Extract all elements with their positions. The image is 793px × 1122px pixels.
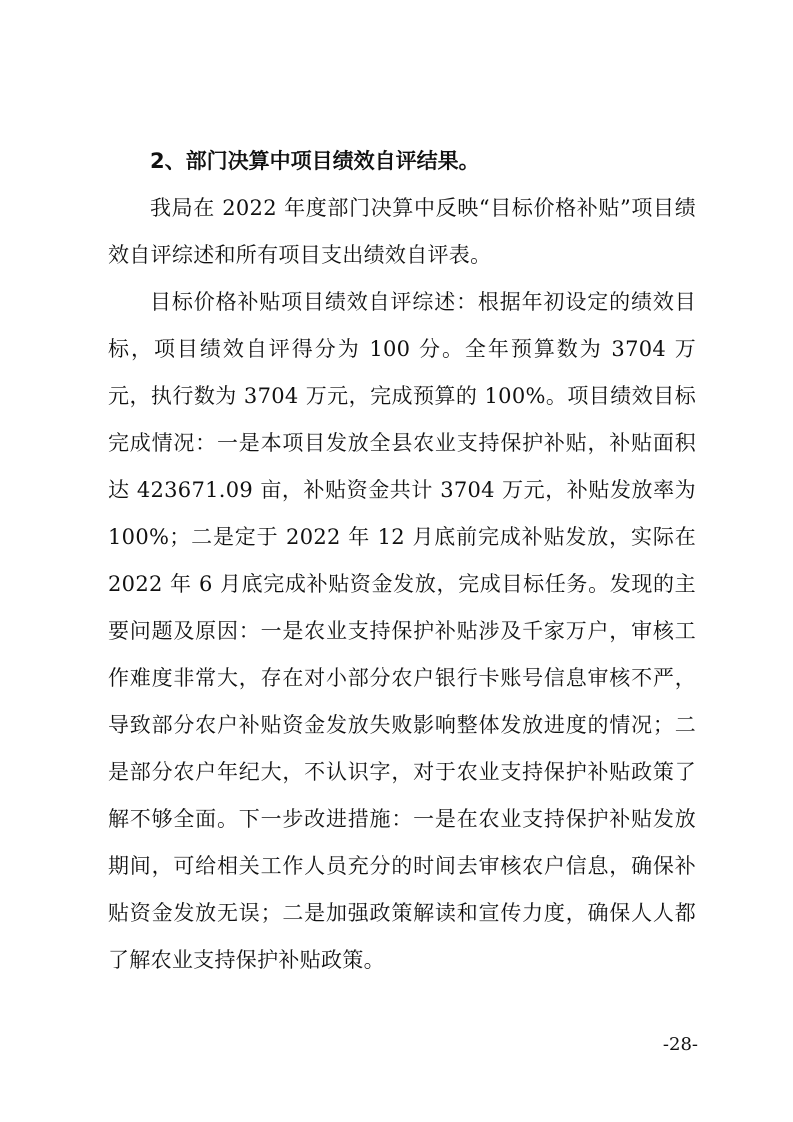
summary-paragraph: 目标价格补贴项目绩效自评综述：根据年初设定的绩效目标，项目绩效自评得分为 100 分。全年预算数为 3704 万元，执行数为 3704 万元，完成预算的 100%。项目绩效目标完成情况：一是本项目发放全县农业支持保护补贴，补贴面积达 423671.09 亩，补贴资金共计 3704 万元，补贴发放率为 100%；二是定于 2022 年 12 月底前完成补贴发放，实际在 2022 年 6 月底完成补贴资金发放，完成目标任务。发现的主要问题及原因：一是农业支持保护补贴涉及千家万户，审核工作难度非常大，存在对小部分农户银行卡账号信息审核不严，导致部分农户补贴资金发放失败影响整体发放进度的情况；二是部分农户年纪大，不认识字，对于农业支持保护补贴政策了解不够全面。下一步改进措施：一是在农业支持保护补贴发放期间，可给相关工作人员充分的时间去审核农户信息，确保补贴资金发放无误；二是加强政策解读和宣传力度，确保人人都了解农业支持保护补贴政策。 — [108, 290, 696, 972]
document-body — [108, 138, 696, 984]
page-number: -28- — [662, 1034, 698, 1055]
section-heading: 2、部门决算中项目绩效自评结果。 — [150, 149, 480, 173]
intro-paragraph: 我局在 2022 年度部门决算中反映“目标价格补贴”项目绩效自评综述和所有项目支出绩效自评表。 — [108, 196, 696, 267]
